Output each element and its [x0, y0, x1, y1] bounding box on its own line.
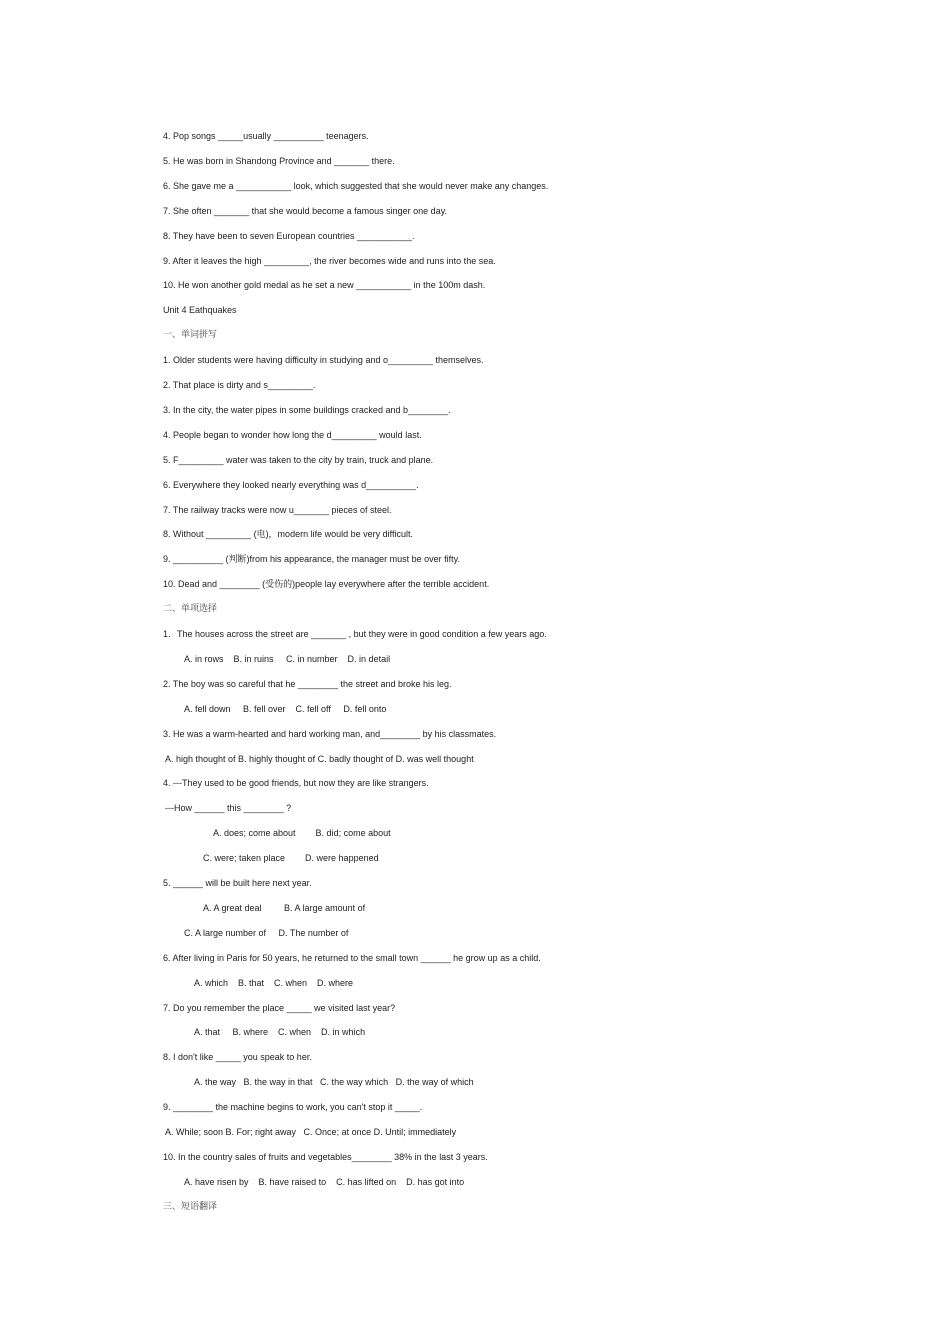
- document-line: 3. In the city, the water pipes in some buildings cracked and b________.: [163, 404, 451, 415]
- document-line: 5. ______ will be built here next year.: [163, 878, 312, 888]
- section-heading: 一、单词拼写: [163, 330, 218, 341]
- document-line: 9. ________ the machine begins to work, you can't stop it _____.: [163, 1102, 423, 1113]
- document-line: 7. She often _______ that she would become a famous singer one day.: [163, 205, 448, 216]
- document-line: C. A large number of D. The number of: [184, 927, 349, 938]
- document-line: 9. __________ (判断)from his appearance, the manager must be over fifty.: [163, 554, 460, 565]
- document-line: A. high thought of B. highly thought of C. badly thought of D. was well thought: [165, 753, 474, 764]
- section-heading: 三、短语翻译: [163, 1201, 218, 1212]
- document-line: 10. In the country sales of fruits and vegetables________ 38% in the last 3 years.: [163, 1151, 488, 1162]
- document-line: 4. Pop songs _____usually __________ teenagers.: [163, 131, 369, 141]
- document-line: 9. After it leaves the high _________, the river becomes wide and runs into the sea.: [163, 255, 496, 266]
- section-heading: 二、单项选择: [163, 604, 218, 615]
- document-line: 8. Without _________ (电)，modern life would be very difficult.: [163, 529, 413, 540]
- document-line: ---How ______ this ________ ?: [165, 803, 292, 814]
- document-line: 5. He was born in Shandong Province and _______ there.: [163, 155, 395, 166]
- document-line: 10. He won another gold medal as he set a new ___________ in the 100m dash.: [163, 280, 486, 291]
- document-line: A. in rows B. in ruins C. in number D. in detail: [184, 653, 391, 664]
- document-line: 8. They have been to seven European countries ___________.: [163, 230, 415, 241]
- document-line: A. fell down B. fell over C. fell off D. fell onto: [184, 703, 387, 714]
- document-line: 6. After living in Paris for 50 years, he returned to the small town ______ he grow up as a child.: [163, 952, 541, 963]
- document-line: A. While; soon B. For; right away C. Once; at once D. Until; immediately: [165, 1127, 457, 1137]
- document-line: 2. That place is dirty and s_________.: [163, 380, 316, 390]
- document-line: A. have risen by B. have raised to C. has lifted on D. has got into: [184, 1176, 465, 1187]
- document-line: 3. He was a warm-hearted and hard working man, and________ by his classmates.: [163, 728, 497, 739]
- document-line: A. does; come about B. did; come about: [213, 828, 391, 839]
- document-line: 1．The houses across the street are _______ , but they were in good condition a few years ago.: [163, 629, 547, 639]
- document-line: 6. Everywhere they looked nearly everything was d__________.: [163, 479, 419, 490]
- document-line: Unit 4 Eathquakes: [163, 305, 237, 316]
- document-line: 8. I don't like _____ you speak to her.: [163, 1052, 312, 1063]
- document-line: 2. The boy was so careful that he ________ the street and broke his leg.: [163, 678, 452, 689]
- document-line: 10. Dead and ________ (受伤的)people lay everywhere after the terrible accident.: [163, 579, 490, 590]
- document-line: A. which B. that C. when D. where: [194, 977, 354, 988]
- document-line: A. A great deal B. A large amount of: [203, 902, 366, 913]
- document-line: 1. Older students were having difficulty in studying and o_________ themselves.: [163, 355, 484, 366]
- document-line: A. that B. where C. when D. in which: [194, 1027, 366, 1038]
- document-line: 4. ---They used to be good friends, but now they are like strangers.: [163, 778, 429, 789]
- document-line: 6. She gave me a ___________ look, which suggested that she would never make any changes.: [163, 180, 549, 191]
- document-line: 5. F_________ water was taken to the city by train, truck and plane.: [163, 454, 434, 465]
- document-line: A. the way B. the way in that C. the way which D. the way of which: [194, 1077, 474, 1088]
- document-line: 4. People began to wonder how long the d_________ would last.: [163, 429, 422, 440]
- document-line: 7. Do you remember the place _____ we visited last year?: [163, 1002, 396, 1013]
- document-line: C. were; taken place D. were happened: [203, 853, 379, 864]
- document-line: 7. The railway tracks were now u_______ pieces of steel.: [163, 504, 392, 515]
